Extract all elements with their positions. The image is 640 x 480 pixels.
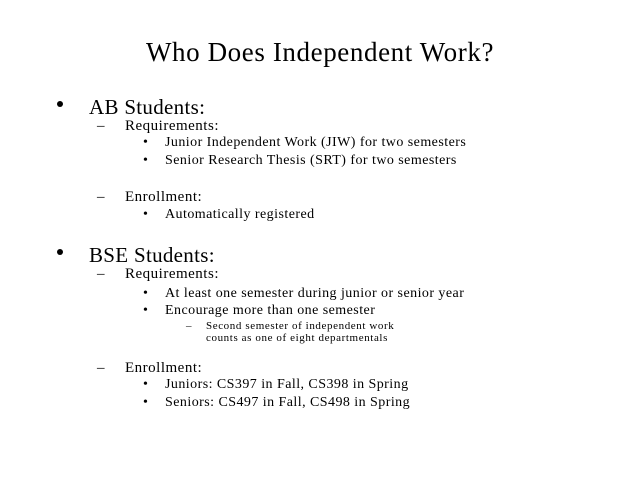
slide-title: Who Does Independent Work? <box>145 37 495 67</box>
ab-enrollment-label <box>97 189 202 206</box>
bullet-dot-icon: • <box>143 207 149 222</box>
note-text-line2: counts as one of eight departmentals <box>206 332 388 344</box>
item-text: Seniors: CS497 in Fall, CS498 in Spring <box>165 395 411 410</box>
bullet-dot-icon: • <box>143 303 149 318</box>
section-bse-heading <box>57 243 215 268</box>
bullet-dot-icon: • <box>143 135 149 150</box>
item-text: Juniors: CS397 in Fall, CS398 in Spring <box>165 377 409 392</box>
bse-requirements-label <box>97 266 219 283</box>
bse-sub-note <box>186 320 394 344</box>
label-text: Requirements: <box>125 118 219 134</box>
bse-requirement-item <box>143 303 375 319</box>
bse-enrollment-label <box>97 360 202 377</box>
bullet-dot-icon: • <box>143 286 149 301</box>
ab-requirements-label <box>97 118 219 135</box>
item-text: Automatically registered <box>165 207 315 222</box>
bse-enrollment-item <box>143 395 410 411</box>
section-ab-heading <box>57 95 205 120</box>
ab-enrollment-item <box>143 207 315 223</box>
bullet-dot-icon: • <box>143 153 149 168</box>
item-text: Senior Research Thesis (SRT) for two semesters <box>165 153 457 168</box>
dash-icon: – <box>97 360 105 376</box>
label-text: Requirements: <box>125 266 219 282</box>
dash-icon: – <box>97 189 105 205</box>
dash-icon: – <box>97 266 105 282</box>
bullet-dot-icon: • <box>143 395 149 410</box>
label-text: Enrollment: <box>125 189 203 205</box>
bullet-dot-icon: • <box>143 377 149 392</box>
dash-icon: – <box>97 118 105 134</box>
bullet-icon <box>57 101 63 107</box>
item-text: Encourage more than one semester <box>165 303 376 318</box>
ab-requirement-item <box>143 135 466 151</box>
item-text: Junior Independent Work (JIW) for two semesters <box>165 135 467 150</box>
item-text: At least one semester during junior or senior year <box>165 286 465 301</box>
section-heading-text: AB Students: <box>89 95 206 119</box>
dash-icon: – <box>186 320 193 332</box>
note-text-line1: Second semester of independent work <box>206 320 395 332</box>
section-heading-text: BSE Students: <box>89 243 215 267</box>
ab-requirement-item <box>143 153 457 169</box>
label-text: Enrollment: <box>125 360 203 376</box>
bullet-icon <box>57 249 63 255</box>
bse-requirement-item <box>143 286 464 302</box>
bse-enrollment-item <box>143 377 409 393</box>
